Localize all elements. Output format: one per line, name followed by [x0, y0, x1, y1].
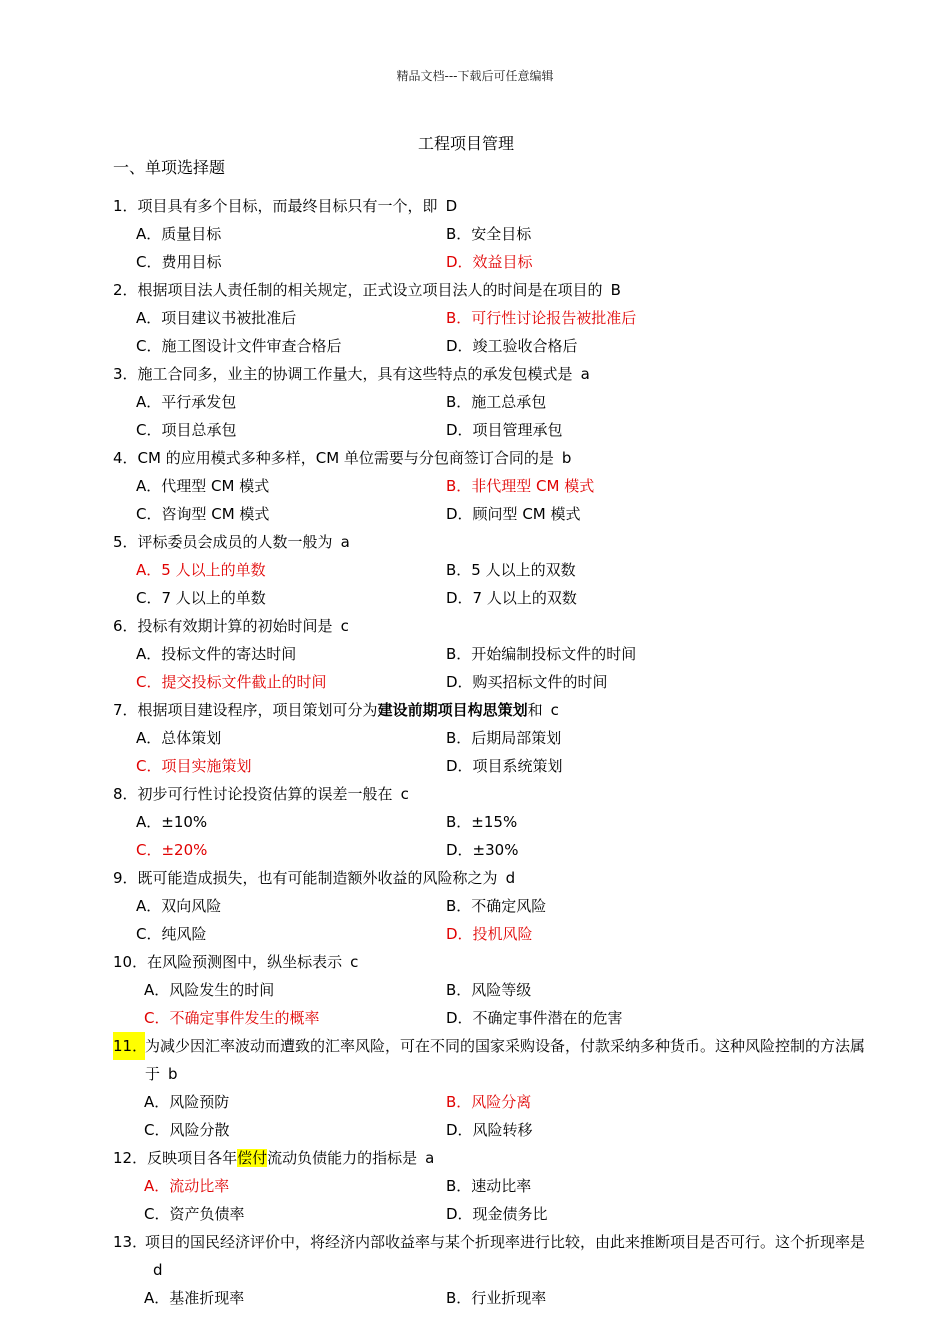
option-d: D．7 人以上的双数: [446, 589, 577, 607]
option-a: A．平行承发包: [136, 393, 237, 411]
option-a: A．±10%: [136, 813, 208, 831]
option-b: B．行业折现率: [446, 1289, 547, 1307]
section-title: 一、单项选择题: [113, 158, 226, 177]
question-text: 在风险预测图中，纵坐标表示: [147, 953, 343, 971]
question-text: 评标委员会成员的人数一般为: [137, 533, 333, 551]
question-1: [113, 192, 873, 220]
document-title: 工程项目管理: [417, 134, 514, 153]
question-8: [113, 780, 873, 808]
option-d: D．不确定事件潜在的危害: [446, 1009, 623, 1027]
options-row: [113, 248, 873, 276]
question-11: [113, 1032, 873, 1088]
question-answer: d: [505, 869, 516, 887]
option-d: D．±30%: [446, 841, 519, 859]
question-text: 投标有效期计算的初始时间是: [137, 617, 333, 635]
question-text: 初步可行性讨论投资估算的误差一般在: [137, 785, 393, 803]
question-5: [113, 528, 873, 556]
option-b: B．5 人以上的双数: [446, 561, 576, 579]
question-9: [113, 864, 873, 892]
question-text: CM 的应用模式多种多样，CM 单位需要与分包商签订合同的是: [137, 449, 554, 467]
question-12: [113, 1144, 873, 1172]
option-c-correct: C．±20%: [136, 841, 208, 859]
option-a: A．质量目标: [136, 225, 222, 243]
option-d: D．风险转移: [446, 1121, 533, 1139]
option-a: A．基准折现率: [144, 1289, 245, 1307]
option-a-correct: A．5 人以上的单数: [136, 561, 266, 579]
question-2: [113, 276, 873, 304]
question-answer: a: [425, 1149, 435, 1167]
question-number: 12．: [113, 1149, 148, 1167]
question-3: [113, 360, 873, 388]
option-b-correct: B．可行性讨论报告被批准后: [446, 309, 637, 327]
question-number: 8．: [113, 785, 138, 803]
question-number: 2．: [113, 281, 138, 299]
option-b: B．风险等级: [446, 981, 532, 999]
options-row: [113, 556, 873, 584]
question-7: [113, 696, 873, 724]
question-number: 5．: [113, 533, 138, 551]
question-answer: a: [580, 365, 590, 383]
options-row: [113, 976, 873, 1004]
question-list: [113, 192, 873, 1312]
question-text-highlight: 偿付: [237, 1149, 268, 1167]
option-c: C．施工图设计文件审查合格后: [136, 337, 342, 355]
question-answer: c: [340, 617, 349, 635]
options-row: [113, 752, 873, 780]
question-text: 既可能造成损失，也有可能制造额外收益的风险称之为: [137, 869, 498, 887]
question-answer: b: [561, 449, 572, 467]
question-number: 1．: [113, 197, 138, 215]
question-10: [113, 948, 873, 976]
option-c-correct: C．提交投标文件截止的时间: [136, 673, 327, 691]
options-row: [113, 1004, 873, 1032]
option-c: C．纯风险: [136, 925, 207, 943]
option-c-correct: C．项目实施策划: [136, 757, 252, 775]
options-row: [113, 808, 873, 836]
options-row: [113, 304, 873, 332]
option-b-correct: B．风险分离: [446, 1093, 532, 1111]
question-6: [113, 612, 873, 640]
options-row: [113, 668, 873, 696]
options-row: [113, 220, 873, 248]
option-d: D．顾问型 CM 模式: [446, 505, 581, 523]
question-text-tail: 和: [527, 701, 543, 719]
option-b: B．开始编制投标文件的时间: [446, 645, 637, 663]
option-a: A．代理型 CM 模式: [136, 477, 270, 495]
question-answer: D: [445, 197, 458, 215]
option-c: C．咨询型 CM 模式: [136, 505, 270, 523]
options-row: [113, 1200, 873, 1228]
options-row: [113, 836, 873, 864]
question-number: 3．: [113, 365, 138, 383]
option-b: B．安全目标: [446, 225, 532, 243]
option-a: A．总体策划: [136, 729, 222, 747]
options-row: [113, 1172, 873, 1200]
question-answer: b: [168, 1065, 178, 1083]
options-row: [113, 388, 873, 416]
question-text: 根据项目建设程序，项目策划可分为: [137, 701, 378, 719]
options-row: [113, 500, 873, 528]
options-row: [113, 332, 873, 360]
question-text: 反映项目各年: [147, 1149, 238, 1167]
page-header: 精品文档---下载后可任意编辑: [396, 69, 554, 83]
option-a: A．投标文件的寄达时间: [136, 645, 297, 663]
option-a-correct: A．流动比率: [144, 1177, 230, 1195]
option-d: D．购买招标文件的时间: [446, 673, 608, 691]
question-text-tail: 流动负债能力的指标是: [267, 1149, 418, 1167]
option-b: B．不确定风险: [446, 897, 547, 915]
options-row: [113, 416, 873, 444]
option-b: B．施工总承包: [446, 393, 547, 411]
options-row: [113, 920, 873, 948]
options-row: [113, 1088, 873, 1116]
question-answer: c: [350, 953, 359, 971]
question-number: 13．: [113, 1233, 148, 1251]
option-b: B．速动比率: [446, 1177, 532, 1195]
question-number: 7．: [113, 701, 138, 719]
question-text-emphasis: 建设前期项目构思策划: [377, 701, 528, 719]
question-number-highlighted: 11．: [113, 1032, 145, 1060]
option-d-correct: D．投机风险: [446, 925, 533, 943]
question-4: [113, 444, 873, 472]
question-text: 为减少因汇率波动而遭致的汇率风险，可在不同的国家采购设备，付款采纳多种货币。这种风险控制的方法属于: [145, 1037, 866, 1083]
option-d: D．项目管理承包: [446, 421, 563, 439]
option-c-correct: C．不确定事件发生的概率: [144, 1009, 320, 1027]
question-answer: a: [340, 533, 350, 551]
options-row: [113, 1116, 873, 1144]
question-answer: c: [400, 785, 409, 803]
question-number: 10．: [113, 953, 148, 971]
options-row: [113, 472, 873, 500]
option-b: B．后期局部策划: [446, 729, 562, 747]
question-answer: d: [153, 1261, 163, 1279]
options-row: [113, 584, 873, 612]
question-13: [113, 1228, 873, 1284]
option-a: A．风险发生的时间: [144, 981, 275, 999]
question-text: 项目的国民经济评价中，将经济内部收益率与某个折现率进行比较，由此来推断项目是否可行。这个折现率是: [145, 1233, 866, 1251]
options-row: [113, 640, 873, 668]
option-c: C．项目总承包: [136, 421, 237, 439]
options-row: [113, 1284, 873, 1312]
question-number: 6．: [113, 617, 138, 635]
question-text: 施工合同多，业主的协调工作量大，具有这些特点的承发包模式是: [137, 365, 573, 383]
option-d: D．项目系统策划: [446, 757, 563, 775]
question-number: 4．: [113, 449, 138, 467]
question-number: 9．: [113, 869, 138, 887]
option-c: C．费用目标: [136, 253, 222, 271]
option-a: A．风险预防: [144, 1093, 230, 1111]
option-d-correct: D．效益目标: [446, 253, 533, 271]
option-d: D．现金债务比: [446, 1205, 548, 1223]
option-c: C．7 人以上的单数: [136, 589, 266, 607]
question-text: 项目具有多个目标，而最终目标只有一个，即: [137, 197, 438, 215]
option-c: C．资产负债率: [144, 1205, 245, 1223]
option-a: A．双向风险: [136, 897, 222, 915]
question-answer: B: [610, 281, 621, 299]
question-answer: c: [550, 701, 559, 719]
option-b: B．±15%: [446, 813, 518, 831]
option-c: C．风险分散: [144, 1121, 230, 1139]
options-row: [113, 724, 873, 752]
options-row: [113, 892, 873, 920]
option-a: A．项目建议书被批准后: [136, 309, 297, 327]
option-d: D．竣工验收合格后: [446, 337, 578, 355]
question-text: 根据项目法人责任制的相关规定，正式设立项目法人的时间是在项目的: [137, 281, 603, 299]
option-b-correct: B．非代理型 CM 模式: [446, 477, 595, 495]
